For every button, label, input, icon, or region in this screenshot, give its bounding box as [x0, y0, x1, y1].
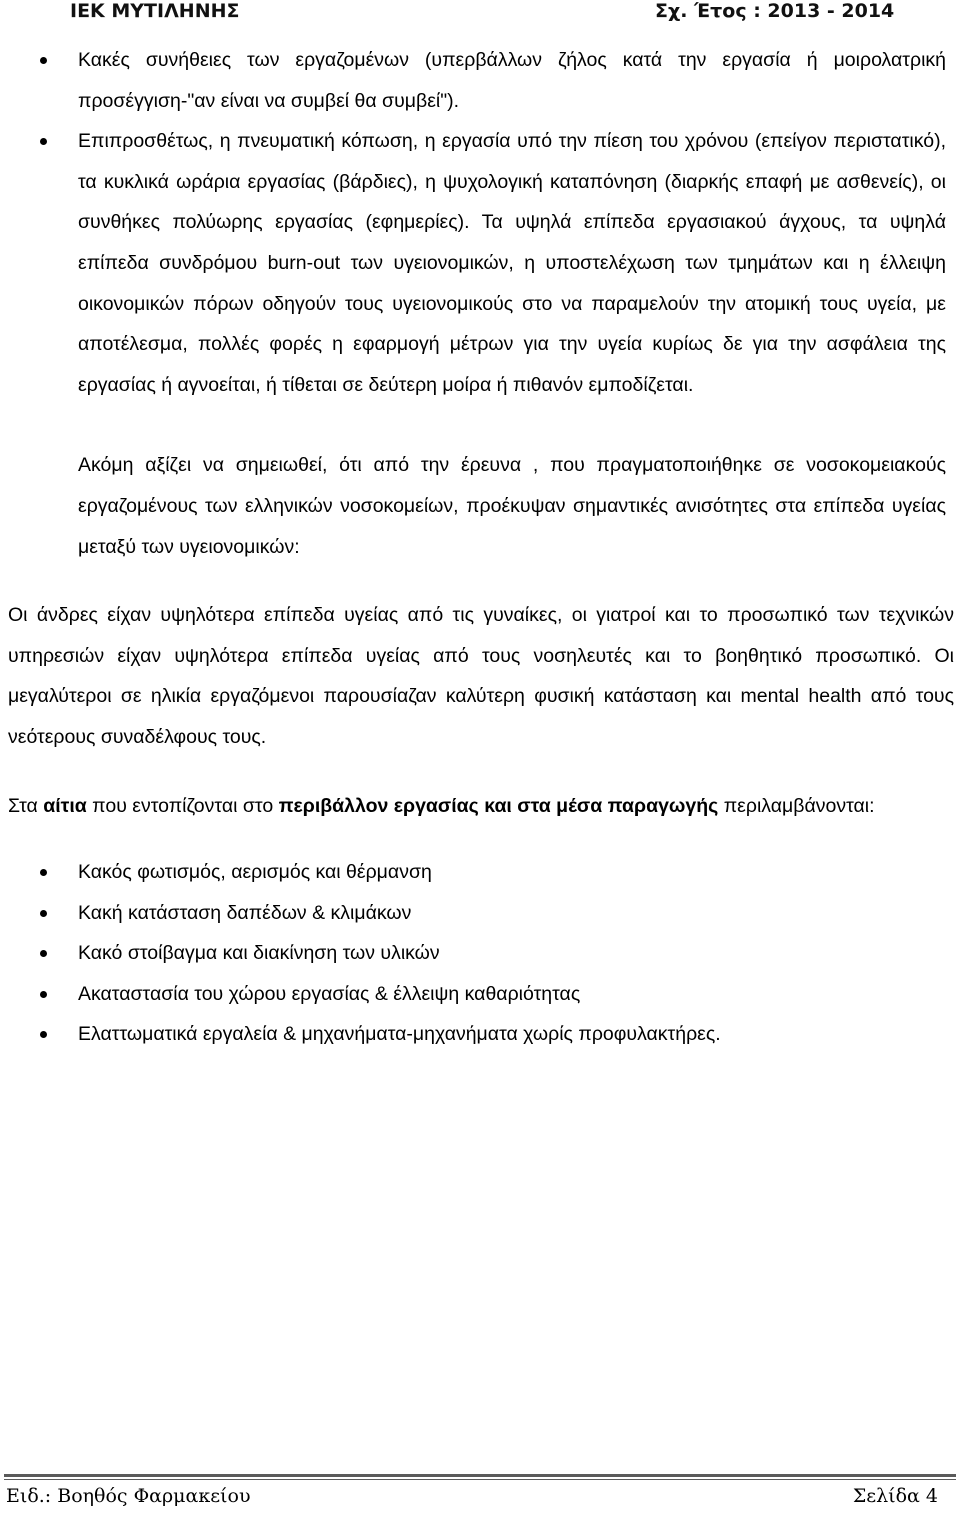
bullet-icon	[40, 1031, 47, 1038]
document-body	[0, 40, 960, 1055]
list-item	[0, 893, 960, 934]
list-item	[0, 1014, 960, 1055]
school-name: ΙΕΚ ΜΥΤΙΛΗΝΗΣ	[70, 0, 240, 22]
school-year: Σχ. Έτος : 2013 - 2014	[655, 0, 895, 22]
bullet-icon	[40, 57, 47, 64]
causes-bold-text: περιβάλλον εργασίας και στα μέσα παραγωγής	[278, 794, 719, 817]
causes-paragraph	[0, 786, 960, 827]
causes-list	[0, 852, 960, 1055]
bullet-icon	[40, 869, 47, 876]
list-item-text: Κακή κατάσταση δαπέδων & κλιμάκων	[78, 901, 412, 924]
list-item-text: Ακαταστασία του χώρου εργασίας & έλλειψη καθαριότητας	[78, 982, 581, 1005]
list-item-text: Ελαττωματικά εργαλεία & μηχανήματα-μηχανήματα χωρίς προφυλακτήρες.	[78, 1023, 721, 1046]
footer-divider	[4, 1474, 956, 1477]
list-item	[0, 852, 960, 893]
bullet-icon	[40, 950, 47, 957]
list-item	[0, 933, 960, 974]
list-item-text: Κακό στοίβαγμα και διακίνηση των υλικών	[78, 942, 440, 965]
page-number: Σελίδα 4	[852, 1485, 938, 1507]
bullet-item	[0, 40, 960, 121]
findings-paragraph: Οι άνδρες είχαν υψηλότερα επίπεδα υγείας από τις γυναίκες, οι γιατροί και το προσωπικό των τεχνικών υπηρεσιών είχαν υψηλότερα επίπεδα υγείας από τους νοσηλευτές και το βοηθητικό προσωπικό. Οι μεγαλύτεροι σε ηλικία εργαζόμενοι παρουσίαζαν καλύτερη φυσική κατάσταση και mental health από τους νεότερους συναδέλφους τους.	[8, 604, 954, 748]
causes-text: περιλαμβάνονται:	[718, 794, 875, 817]
causes-text: που εντοπίζονται στο	[86, 794, 279, 817]
bullet-icon	[40, 910, 47, 917]
bullet-icon	[40, 991, 47, 998]
bullet-item	[0, 121, 960, 405]
specialty-label: Ειδ.: Βοηθός Φαρμακείου	[6, 1485, 251, 1507]
bullet-text: Επιπροσθέτως, η πνευματική κόπωση, η εργασία υπό την πίεση του χρόνου (επείγον περιστατικό), τα κυκλικά ωράρια εργασίας (βάρδιες), η ψυχολογική καταπόνηση (διαρκής επαφή με ασθενείς), οι συνθήκες πολύωρης εργασίας (εφημερίες). Τα υψηλά επίπεδα εργασιακού άγχους, τα υψηλά επίπεδα συνδρόμου burn-out των υγειονομικών, η υποστελέχωση των τμημάτων και η έλλειψη οικονομικών πόρων οδηγούν τους υγειονομικούς στο να παραμελούν την ατομική τους υγεία, με αποτέλεσμα, πολλές φορές η εφαρμογή μέτρων για την υγεία κυρίως δε για την ασφάλεια της εργασίας ή αγνοείται, ή τίθεται σε δεύτερη μοίρα ή πιθανόν εμποδίζεται.	[78, 130, 946, 396]
bullet-text: Κακές συνήθειες των εργαζομένων (υπερβάλλων ζήλος κατά την εργασία ή μοιρολατρική προσέγγιση-"αν είναι να συμβεί θα συμβεί").	[78, 49, 946, 112]
research-paragraph: Ακόμη αξίζει να σημειωθεί, ότι από την έρευνα , που πραγματοποιήθηκε σε νοσοκομειακούς εργαζομένους των ελληνικών νοσοκομείων, προέκυψαν σημαντικές ανισότητες στα επίπεδα υγείας μεταξύ των υγειονομικών:	[78, 454, 946, 558]
causes-bold-text: αίτια	[43, 794, 87, 817]
bullet-icon	[40, 138, 47, 145]
page-header	[0, 0, 960, 28]
footer-divider-thin	[4, 1479, 956, 1480]
list-item-text: Κακός φωτισμός, αερισμός και θέρμανση	[78, 861, 432, 884]
causes-text: Στα	[8, 794, 44, 817]
list-item	[0, 974, 960, 1015]
